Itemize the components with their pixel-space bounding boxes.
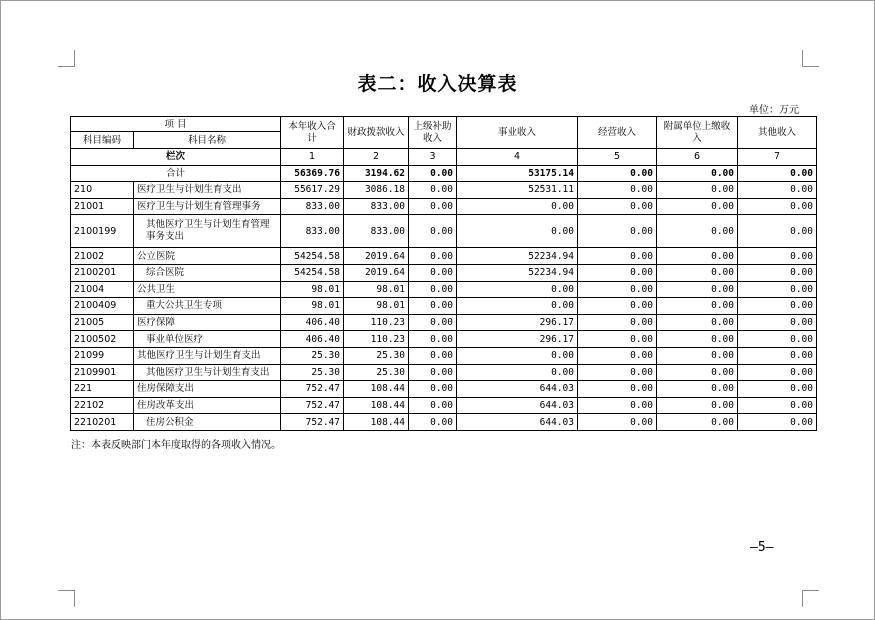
table-row bbox=[71, 264, 817, 281]
row-value: 752.47 bbox=[281, 397, 344, 414]
row-value: 2019.64 bbox=[344, 264, 409, 281]
row-value: 0.00 bbox=[457, 281, 578, 298]
table-row bbox=[71, 314, 817, 331]
row-code: 2100199 bbox=[71, 215, 134, 248]
row-value: 0.00 bbox=[657, 397, 738, 414]
row-value: 833.00 bbox=[281, 215, 344, 248]
table-row bbox=[71, 364, 817, 381]
row-value: 0.00 bbox=[409, 198, 457, 215]
row-code: 21001 bbox=[71, 198, 134, 215]
crop-mark-bottom-right bbox=[802, 590, 819, 607]
row-value: 0.00 bbox=[738, 397, 817, 414]
header-row-1 bbox=[71, 117, 817, 132]
row-value: 108.44 bbox=[344, 381, 409, 398]
row-value: 98.01 bbox=[344, 298, 409, 315]
row-name: 综合医院 bbox=[134, 264, 281, 281]
row-value: 25.30 bbox=[281, 347, 344, 364]
unit-label: 单位：万元 bbox=[749, 105, 799, 116]
row-value: 0.00 bbox=[409, 347, 457, 364]
row-name: 事业单位医疗 bbox=[134, 331, 281, 348]
table-row bbox=[71, 215, 817, 248]
row-code: 2109901 bbox=[71, 364, 134, 381]
row-value: 0.00 bbox=[738, 331, 817, 348]
row-value: 2019.64 bbox=[344, 248, 409, 265]
row-code: 21004 bbox=[71, 281, 134, 298]
row-value: 0.00 bbox=[657, 381, 738, 398]
row-value: 108.44 bbox=[344, 397, 409, 414]
row-value: 54254.58 bbox=[281, 264, 344, 281]
table-row bbox=[71, 298, 817, 315]
row-value: 0.00 bbox=[578, 264, 657, 281]
row-value: 3086.18 bbox=[344, 182, 409, 199]
row-value: 54254.58 bbox=[281, 248, 344, 265]
row-value: 0.00 bbox=[578, 215, 657, 248]
row-value: 0.00 bbox=[738, 298, 817, 315]
row-value: 0.00 bbox=[657, 347, 738, 364]
table-row bbox=[71, 397, 817, 414]
row-value: 98.01 bbox=[344, 281, 409, 298]
footnote: 注：本表反映部门本年度取得的各项收入情况。 bbox=[71, 440, 281, 451]
row-value: 0.00 bbox=[738, 314, 817, 331]
row-value: 110.23 bbox=[344, 314, 409, 331]
row-value: 0.00 bbox=[657, 215, 738, 248]
row-value: 0.00 bbox=[409, 248, 457, 265]
table-row bbox=[71, 381, 817, 398]
crop-mark-top-left bbox=[58, 50, 75, 67]
row-value: 55617.29 bbox=[281, 182, 344, 199]
row-value: 0.00 bbox=[657, 182, 738, 199]
row-value: 108.44 bbox=[344, 414, 409, 431]
row-value: 406.40 bbox=[281, 314, 344, 331]
row-value: 0.00 bbox=[457, 298, 578, 315]
row-value: 0.00 bbox=[578, 198, 657, 215]
table-row bbox=[71, 331, 817, 348]
index-cell: 3 bbox=[409, 149, 457, 166]
row-code: 21005 bbox=[71, 314, 134, 331]
row-value: 0.00 bbox=[578, 331, 657, 348]
index-row bbox=[71, 149, 817, 166]
row-value: 0.00 bbox=[657, 248, 738, 265]
row-name: 公立医院 bbox=[134, 248, 281, 265]
row-code: 210 bbox=[71, 182, 134, 199]
row-code: 2100201 bbox=[71, 264, 134, 281]
row-value: 0.00 bbox=[738, 347, 817, 364]
row-code: 221 bbox=[71, 381, 134, 398]
header-code: 科目编码 bbox=[71, 132, 134, 149]
header-c5: 经营收入 bbox=[578, 117, 657, 149]
row-value: 0.00 bbox=[738, 414, 817, 431]
row-code: 22102 bbox=[71, 397, 134, 414]
total-cell: 0.00 bbox=[578, 165, 657, 182]
row-value: 0.00 bbox=[409, 215, 457, 248]
row-value: 0.00 bbox=[578, 314, 657, 331]
row-value: 25.30 bbox=[344, 347, 409, 364]
row-value: 25.30 bbox=[281, 364, 344, 381]
row-value: 0.00 bbox=[738, 281, 817, 298]
row-code: 21099 bbox=[71, 347, 134, 364]
row-name: 住房公积金 bbox=[134, 414, 281, 431]
row-value: 0.00 bbox=[409, 182, 457, 199]
row-value: 0.00 bbox=[409, 364, 457, 381]
row-value: 0.00 bbox=[657, 331, 738, 348]
index-cell: 7 bbox=[738, 149, 817, 166]
header-c7: 其他收入 bbox=[738, 117, 817, 149]
row-value: 0.00 bbox=[457, 198, 578, 215]
row-value: 98.01 bbox=[281, 298, 344, 315]
row-value: 0.00 bbox=[657, 298, 738, 315]
row-value: 0.00 bbox=[657, 264, 738, 281]
row-value: 644.03 bbox=[457, 381, 578, 398]
row-name: 重大公共卫生专项 bbox=[134, 298, 281, 315]
index-cell: 6 bbox=[657, 149, 738, 166]
row-name: 其他医疗卫生与计划生育支出 bbox=[134, 364, 281, 381]
table-row bbox=[71, 182, 817, 199]
row-value: 0.00 bbox=[457, 364, 578, 381]
row-value: 833.00 bbox=[344, 198, 409, 215]
row-name: 其他医疗卫生与计划生育管理事务支出 bbox=[134, 215, 281, 248]
row-value: 110.23 bbox=[344, 331, 409, 348]
page-number: —5— bbox=[750, 540, 774, 555]
row-value: 644.03 bbox=[457, 414, 578, 431]
header-c4: 事业收入 bbox=[457, 117, 578, 149]
row-value: 0.00 bbox=[578, 414, 657, 431]
index-label: 栏次 bbox=[71, 149, 281, 166]
table-row bbox=[71, 198, 817, 215]
row-value: 0.00 bbox=[409, 314, 457, 331]
row-value: 0.00 bbox=[738, 198, 817, 215]
row-value: 0.00 bbox=[578, 248, 657, 265]
row-value: 0.00 bbox=[409, 397, 457, 414]
row-name: 医疗卫生与计划生育支出 bbox=[134, 182, 281, 199]
row-value: 0.00 bbox=[409, 264, 457, 281]
total-cell: 53175.14 bbox=[457, 165, 578, 182]
index-cell: 5 bbox=[578, 149, 657, 166]
row-value: 0.00 bbox=[657, 414, 738, 431]
table-row bbox=[71, 347, 817, 364]
row-value: 644.03 bbox=[457, 397, 578, 414]
total-cell: 0.00 bbox=[657, 165, 738, 182]
table-row bbox=[71, 281, 817, 298]
row-value: 752.47 bbox=[281, 414, 344, 431]
row-value: 0.00 bbox=[578, 281, 657, 298]
crop-mark-top-right bbox=[802, 50, 819, 67]
row-code: 2100409 bbox=[71, 298, 134, 315]
row-name: 住房改革支出 bbox=[134, 397, 281, 414]
row-value: 406.40 bbox=[281, 331, 344, 348]
row-value: 296.17 bbox=[457, 314, 578, 331]
row-value: 0.00 bbox=[657, 364, 738, 381]
row-value: 0.00 bbox=[409, 281, 457, 298]
index-cell: 2 bbox=[344, 149, 409, 166]
row-value: 0.00 bbox=[738, 264, 817, 281]
total-cell: 56369.76 bbox=[281, 165, 344, 182]
row-value: 0.00 bbox=[578, 397, 657, 414]
row-name: 医疗保障 bbox=[134, 314, 281, 331]
table-body bbox=[71, 182, 817, 431]
row-value: 25.30 bbox=[344, 364, 409, 381]
row-value: 0.00 bbox=[657, 314, 738, 331]
row-value: 0.00 bbox=[578, 381, 657, 398]
total-cell: 3194.62 bbox=[344, 165, 409, 182]
row-value: 0.00 bbox=[738, 248, 817, 265]
row-value: 0.00 bbox=[578, 182, 657, 199]
index-cell: 4 bbox=[457, 149, 578, 166]
row-value: 0.00 bbox=[738, 215, 817, 248]
row-code: 2210201 bbox=[71, 414, 134, 431]
header-c3: 上级补助收入 bbox=[409, 117, 457, 149]
crop-mark-bottom-left bbox=[58, 590, 75, 607]
row-name: 其他医疗卫生与计划生育支出 bbox=[134, 347, 281, 364]
header-item: 项 目 bbox=[71, 117, 281, 132]
row-value: 0.00 bbox=[409, 381, 457, 398]
row-value: 0.00 bbox=[457, 215, 578, 248]
row-value: 0.00 bbox=[657, 281, 738, 298]
total-cell: 0.00 bbox=[409, 165, 457, 182]
index-cell: 1 bbox=[281, 149, 344, 166]
row-value: 833.00 bbox=[344, 215, 409, 248]
page-title: 表二：收入决算表 bbox=[357, 73, 518, 95]
total-cell: 0.00 bbox=[738, 165, 817, 182]
income-table bbox=[70, 116, 817, 431]
row-value: 0.00 bbox=[578, 347, 657, 364]
row-value: 296.17 bbox=[457, 331, 578, 348]
row-value: 0.00 bbox=[409, 414, 457, 431]
header-c2: 财政拨款收入 bbox=[344, 117, 409, 149]
header-name: 科目名称 bbox=[134, 132, 281, 149]
row-value: 0.00 bbox=[738, 381, 817, 398]
row-value: 0.00 bbox=[738, 182, 817, 199]
row-value: 0.00 bbox=[578, 298, 657, 315]
row-name: 医疗卫生与计划生育管理事务 bbox=[134, 198, 281, 215]
row-value: 98.01 bbox=[281, 281, 344, 298]
row-value: 0.00 bbox=[578, 364, 657, 381]
row-value: 0.00 bbox=[738, 364, 817, 381]
total-row bbox=[71, 165, 817, 182]
row-name: 公共卫生 bbox=[134, 281, 281, 298]
row-value: 52531.11 bbox=[457, 182, 578, 199]
header-c1: 本年收入合计 bbox=[281, 117, 344, 149]
row-value: 752.47 bbox=[281, 381, 344, 398]
header-c6: 附属单位上缴收入 bbox=[657, 117, 738, 149]
row-value: 0.00 bbox=[657, 198, 738, 215]
row-value: 52234.94 bbox=[457, 264, 578, 281]
row-value: 0.00 bbox=[457, 347, 578, 364]
row-value: 52234.94 bbox=[457, 248, 578, 265]
row-value: 0.00 bbox=[409, 331, 457, 348]
row-name: 住房保障支出 bbox=[134, 381, 281, 398]
row-value: 0.00 bbox=[409, 298, 457, 315]
row-value: 833.00 bbox=[281, 198, 344, 215]
table-row bbox=[71, 414, 817, 431]
row-code: 2100502 bbox=[71, 331, 134, 348]
row-code: 21002 bbox=[71, 248, 134, 265]
total-label: 合计 bbox=[71, 165, 281, 182]
table-row bbox=[71, 248, 817, 265]
